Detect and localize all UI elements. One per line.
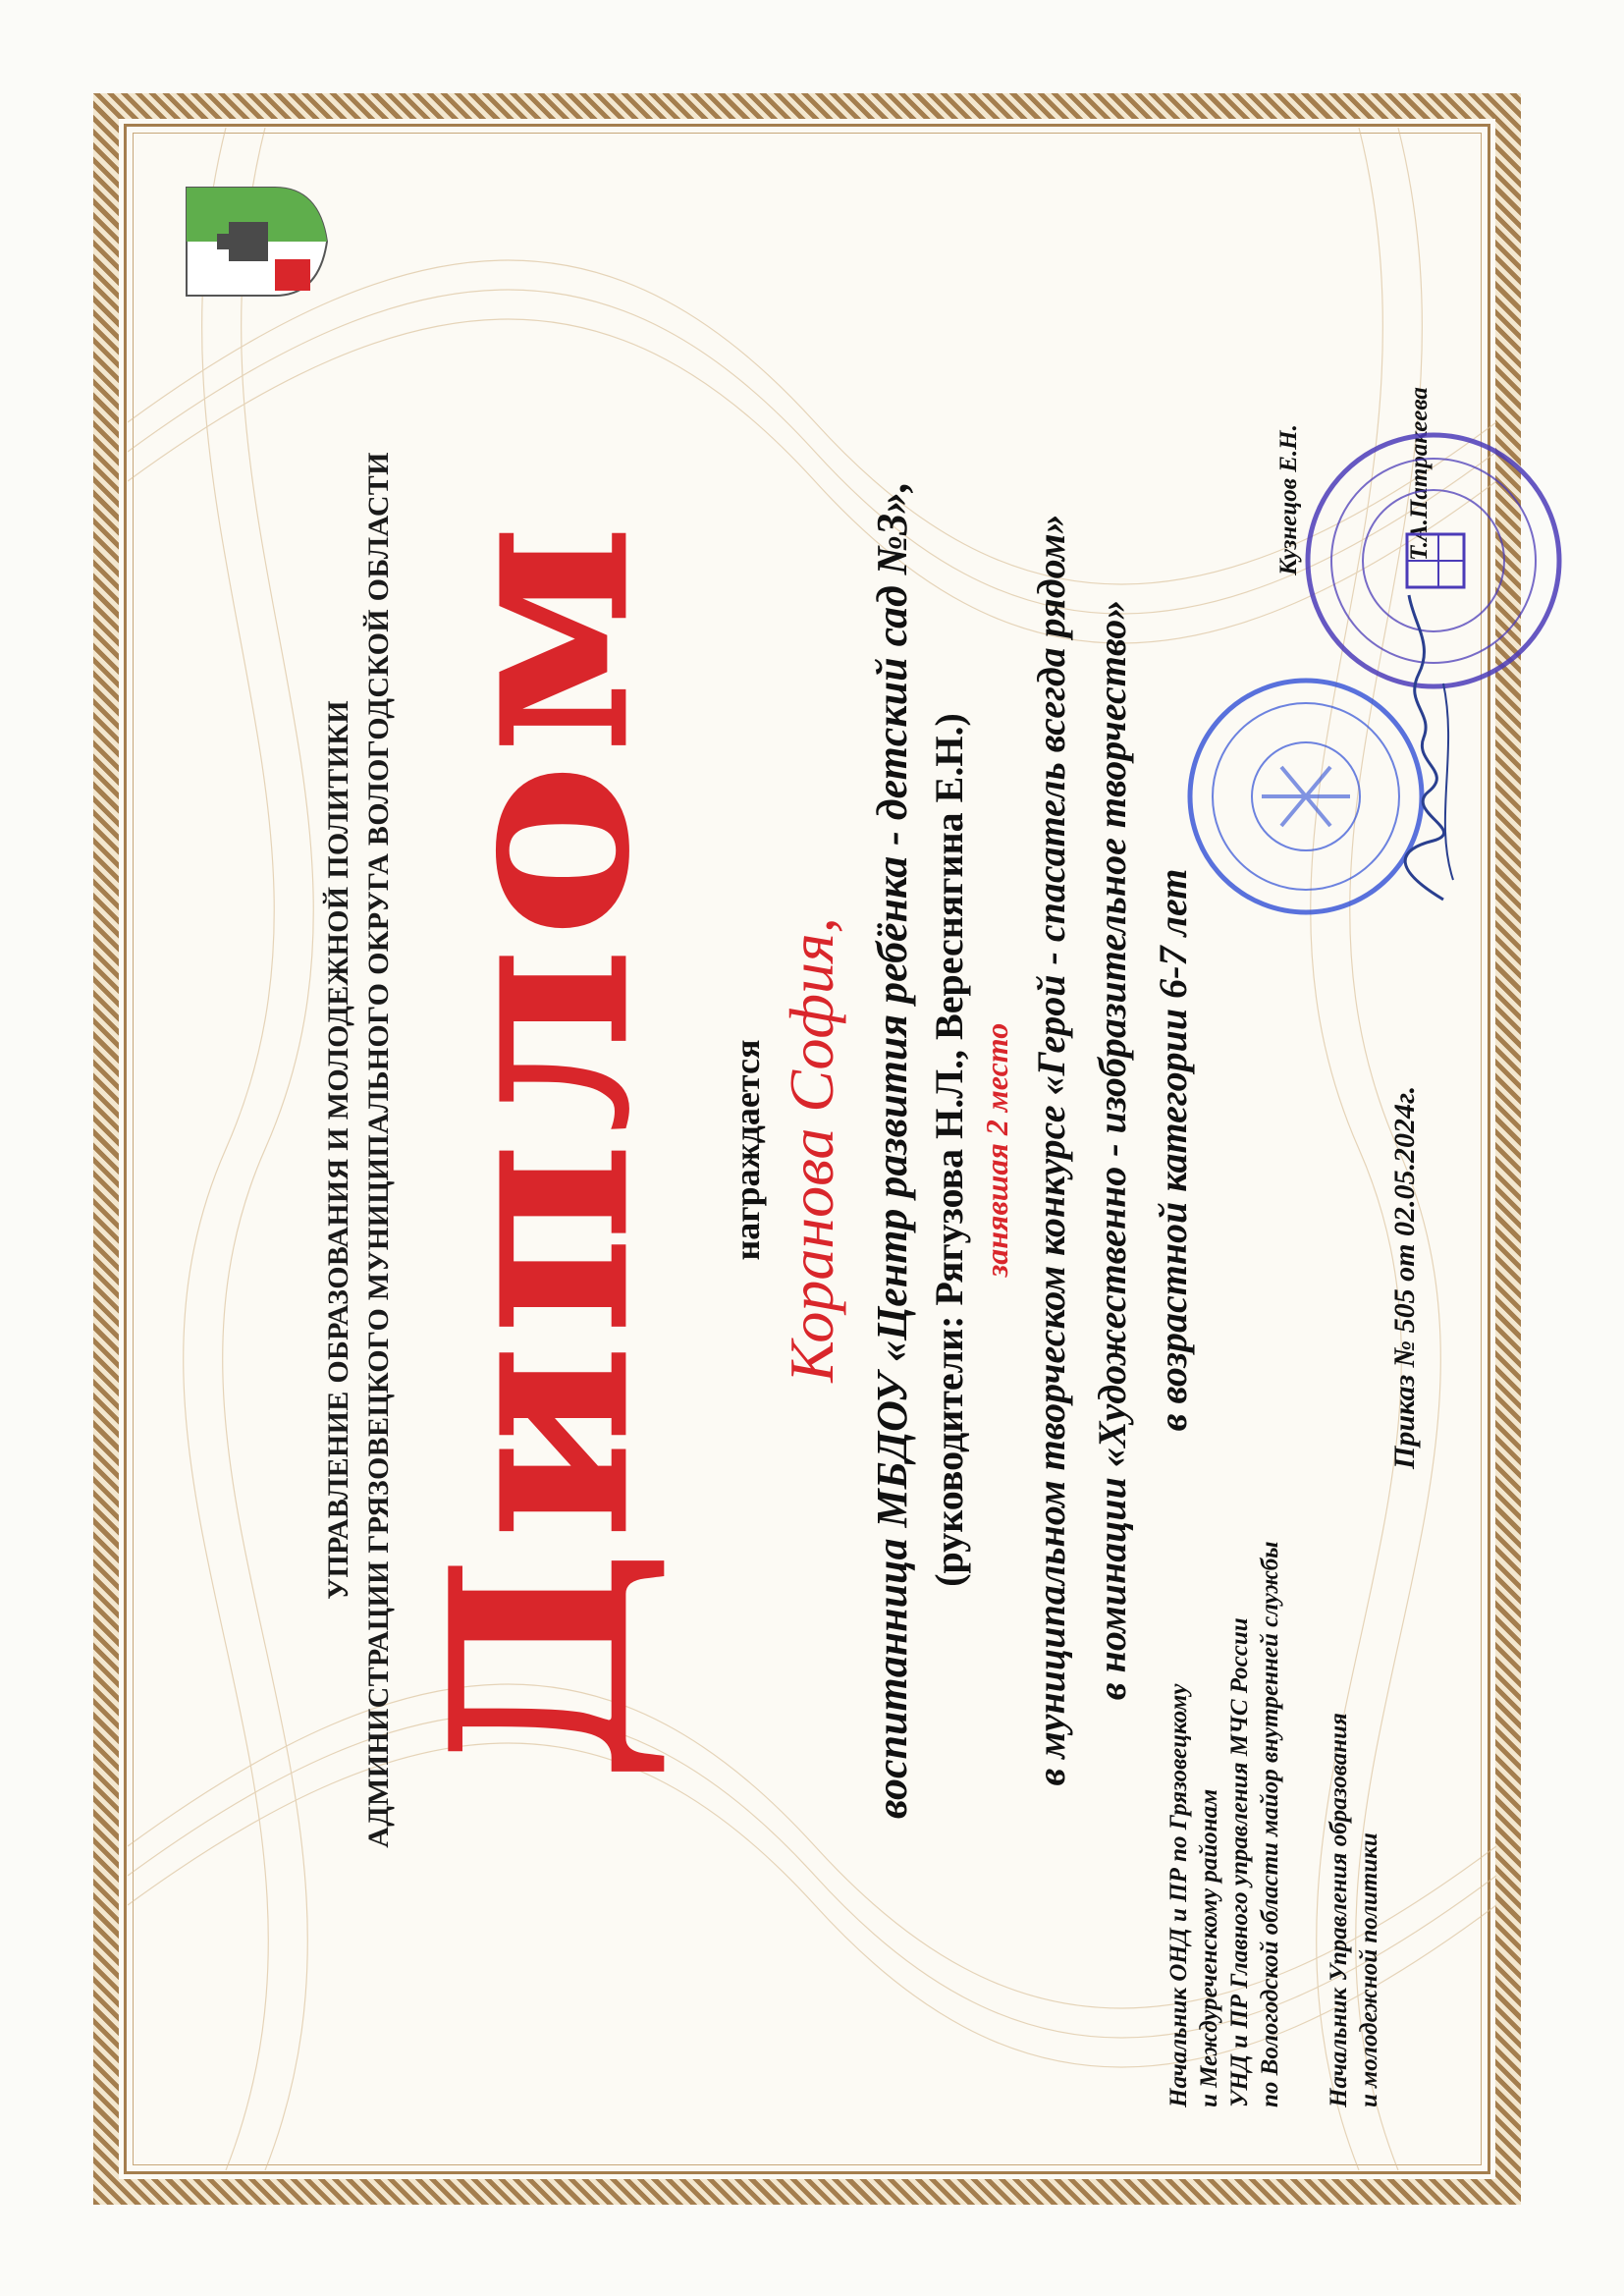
diploma-title: Диплом [396,516,684,1784]
signatory-1-title [1164,1302,1285,2107]
recipient-name: Коранова София, [777,917,846,1383]
diploma-content [162,153,1462,2147]
contest-line: в муниципальном творческом конкурсе «Герой - спасатель всегда рядом» [1029,514,1073,1786]
supervisors-line: (руководители: Рягузова Н.Л., Вереснягина Е.Н.) [927,713,971,1587]
coat-of-arms-icon [182,183,329,301]
signatory-1-title-line: УНД и ПР Главного управления МЧС России [1226,1617,1253,2107]
handwritten-signature [1375,585,1473,909]
order-reference: Приказ № 505 от 02.05.2024г. [1388,1085,1421,1469]
organization-line-2: АДМИНИСТРАЦИИ ГРЯЗОВЕЦКОГО МУНИЦИПАЛЬНОГО ОКРУГА ВОЛОГОДСКОЙ ОБЛАСТИ [362,452,395,1848]
nomination-line: в номинации «Художественно - изобразительное творчество» [1090,599,1134,1701]
awarded-label: награждается [728,1039,767,1261]
signatory-2-title [1324,1302,1384,2107]
signatory-2-name: Т.А.Патракеева [1406,387,1433,561]
signatory-1-title-line: по Вологодской области майор внутренней службы [1257,1541,1283,2107]
signatory-1-title-line: Начальник ОНД и ПР по Грязовецкому [1165,1683,1192,2107]
signatory-2-title-line: Начальник Управления образования [1326,1713,1352,2107]
signatory-1-name: Кузнецов Е.Н. [1275,424,1302,575]
institution-line: воспитанница МБДОУ «Центр развития ребёнка - детский сад №3», [868,480,916,1820]
organization-line-1: УПРАВЛЕНИЕ ОБРАЗОВАНИЯ И МОЛОДЕЖНОЙ ПОЛИТИКИ [322,700,354,1600]
age-category-line: в возрастной категории 6-7 лет [1151,868,1195,1432]
place-line: занявшая 2 место [979,1022,1014,1278]
signatory-2-title-line: и молодежной политики [1356,1832,1382,2107]
signatory-1-title-line: и Междуреченскому районам [1196,1788,1222,2107]
